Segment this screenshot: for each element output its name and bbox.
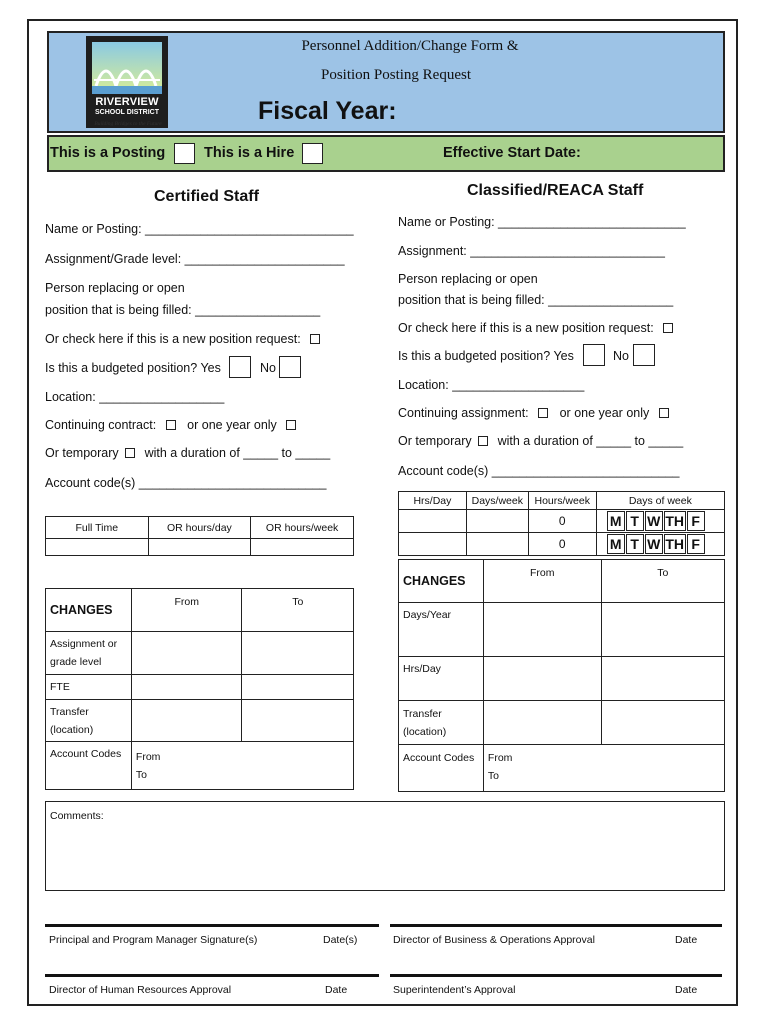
cert-continuing-checkbox[interactable] — [166, 420, 176, 430]
class-change-to-cell[interactable] — [601, 701, 725, 745]
cert-hours-header: OR hours/day — [148, 517, 251, 539]
cert-new-position-label: Or check here if this is a new position request: — [45, 332, 301, 346]
class-budgeted-no-label: No — [613, 349, 629, 363]
cert-budgeted-no-label: No — [260, 361, 276, 375]
class-change-from-cell[interactable] — [483, 701, 601, 745]
class-change-row-label: Account Codes — [399, 745, 484, 792]
class-change-from-cell[interactable] — [483, 603, 601, 657]
class-change-row-label: Days/Year — [399, 603, 484, 657]
cert-new-position-checkbox[interactable] — [310, 334, 320, 344]
class-name-posting[interactable]: Name or Posting: ___________________________ — [398, 215, 686, 229]
class-change-row-label: Transfer (location) — [399, 701, 484, 745]
bridge-icon — [92, 46, 162, 90]
day-toggle[interactable]: TH — [665, 513, 685, 529]
class-change-from-cell[interactable] — [483, 657, 601, 701]
cert-account-change-cell[interactable] — [131, 742, 353, 790]
director-hr-date-label: Date — [325, 984, 348, 996]
cert-account-to: To — [135, 769, 147, 781]
class-schedule-header: Hrs/Day — [399, 492, 467, 510]
class-account-change-cell[interactable] — [483, 745, 724, 792]
hire-label: This is a Hire — [204, 145, 295, 161]
cert-change-row-label: Assignment or grade level — [46, 632, 132, 675]
class-hrs-day-cell[interactable] — [399, 510, 467, 533]
class-temporary-checkbox[interactable] — [478, 436, 488, 446]
superintendent-label: Superintendent’s Approval — [393, 984, 516, 996]
director-hr-label: Director of Human Resources Approval — [49, 984, 232, 996]
day-toggle[interactable]: F — [687, 511, 705, 531]
day-toggle[interactable]: M — [607, 511, 625, 531]
start-date-label: Effective Start Date: — [443, 145, 581, 161]
logo-name: RIVERVIEW — [95, 96, 159, 108]
class-hrs-day-cell[interactable] — [399, 533, 467, 556]
class-replacing-line1: Person replacing or open — [398, 272, 538, 286]
day-toggle[interactable]: M — [607, 534, 625, 554]
logo-tagline: Building Bridges to the Future — [94, 121, 162, 127]
cert-location[interactable]: Location: __________________ — [45, 390, 225, 404]
director-business-date-label: Date — [675, 934, 698, 946]
cert-hours-table — [45, 516, 354, 556]
day-toggle[interactable]: TH — [665, 536, 685, 552]
cert-hours-week-cell[interactable] — [251, 539, 354, 556]
class-schedule-table — [398, 491, 725, 556]
cert-change-from-cell[interactable] — [131, 675, 242, 700]
cert-name-posting[interactable]: Name or Posting: ______________________________ — [45, 222, 354, 236]
class-budgeted-label: Is this a budgeted position? Yes — [398, 349, 574, 363]
class-temporary-label: Or temporary — [398, 434, 472, 448]
superintendent-date-label: Date — [675, 984, 698, 996]
cert-from-header: From — [131, 589, 242, 632]
class-days-week-cell[interactable] — [466, 533, 528, 556]
class-new-position-label: Or check here if this is a new position request: — [398, 321, 654, 335]
director-business-label: Director of Business & Operations Approval — [393, 934, 595, 946]
day-toggle[interactable]: F — [687, 534, 705, 554]
class-changes-table — [398, 559, 725, 792]
day-toggle[interactable]: W — [645, 511, 663, 531]
cert-hours-day-cell[interactable] — [148, 539, 251, 556]
cert-hours-header: OR hours/week — [251, 517, 354, 539]
day-toggle[interactable]: T — [626, 511, 644, 531]
cert-fulltime-cell[interactable] — [46, 539, 149, 556]
class-continuing-label: Continuing assignment: — [398, 406, 529, 420]
class-schedule-header: Days/week — [466, 492, 528, 510]
class-hours-week-cell: 0 — [528, 510, 596, 533]
class-budgeted-no-box[interactable] — [633, 344, 655, 366]
cert-temporary-checkbox[interactable] — [125, 448, 135, 458]
principal-signature-label: Principal and Program Manager Signature(s) — [49, 934, 258, 946]
class-schedule-header: Days of week — [596, 492, 724, 510]
class-continuing-checkbox[interactable] — [538, 408, 548, 418]
class-replacing-line2[interactable]: position that is being filled: __________________ — [398, 293, 674, 307]
class-account-from: From — [487, 752, 513, 764]
cert-temporary-label: Or temporary — [45, 446, 119, 460]
class-hours-week-cell: 0 — [528, 533, 596, 556]
cert-change-row-label: FTE — [46, 675, 132, 700]
class-change-to-cell[interactable] — [601, 603, 725, 657]
cert-budgeted-yes-box[interactable] — [229, 356, 251, 378]
cert-change-to-cell[interactable] — [242, 632, 354, 675]
cert-account-from: From — [135, 751, 161, 763]
signature-line — [390, 974, 722, 977]
cert-assignment[interactable]: Assignment/Grade level: _______________________ — [45, 252, 345, 266]
cert-change-row-label: Transfer (location) — [46, 700, 132, 742]
form-title-line1: Personnel Addition/Change Form & — [301, 38, 519, 54]
hire-checkbox[interactable] — [302, 143, 323, 164]
class-duration[interactable]: with a duration of _____ to _____ — [497, 434, 684, 448]
cert-to-header: To — [242, 589, 354, 632]
cert-changes-header: CHANGES — [46, 589, 132, 632]
cert-change-row-label: Account Codes — [46, 742, 132, 790]
class-one-year-checkbox[interactable] — [659, 408, 669, 418]
class-budgeted-yes-box[interactable] — [583, 344, 605, 366]
cert-account[interactable]: Account code(s) ___________________________ — [45, 476, 327, 490]
class-continuing — [398, 406, 669, 420]
cert-budgeted-label: Is this a budgeted position? Yes — [45, 361, 221, 375]
cert-budgeted-no-box[interactable] — [279, 356, 301, 378]
class-new-position-checkbox[interactable] — [663, 323, 673, 333]
class-one-year-label: or one year only — [559, 406, 650, 420]
district-logo — [86, 36, 168, 128]
class-account[interactable]: Account code(s) ___________________________ — [398, 464, 680, 478]
class-new-position — [398, 321, 673, 335]
cert-replacing-line2[interactable]: position that is being filled: __________________ — [45, 303, 321, 317]
comments-label: Comments: — [50, 810, 104, 822]
cert-one-year-label: or one year only — [187, 418, 277, 432]
class-days-cell — [596, 533, 724, 556]
signature-line — [390, 924, 722, 927]
cert-change-to-cell[interactable] — [242, 700, 354, 742]
logo-sub: SCHOOL DISTRICT — [94, 109, 160, 116]
posting-checkbox[interactable] — [174, 143, 195, 164]
principal-date-label: Date(s) — [323, 934, 358, 946]
class-location[interactable]: Location: ___________________ — [398, 378, 585, 392]
class-days-cell — [596, 510, 724, 533]
cert-temporary — [45, 446, 330, 460]
cert-change-to-cell[interactable] — [242, 675, 354, 700]
certified-title: Certified Staff — [154, 188, 259, 205]
class-to-header: To — [601, 560, 725, 603]
cert-new-position — [45, 332, 320, 346]
class-change-row-label: Hrs/Day — [399, 657, 484, 701]
class-assignment[interactable]: Assignment: ____________________________ — [398, 244, 665, 258]
classified-title: Classified/REACA Staff — [467, 182, 644, 199]
class-account-to: To — [487, 770, 500, 782]
comments-box[interactable] — [45, 801, 725, 891]
class-schedule-header: Hours/week — [528, 492, 596, 510]
class-change-to-cell[interactable] — [601, 657, 725, 701]
cert-continuing — [45, 418, 296, 432]
signature-line — [45, 974, 379, 977]
cert-hours-header: Full Time — [46, 517, 149, 539]
cert-change-from-cell[interactable] — [131, 632, 242, 675]
cert-replacing-line1: Person replacing or open — [45, 281, 185, 295]
posting-label: This is a Posting — [50, 145, 166, 161]
cert-duration[interactable]: with a duration of _____ to _____ — [144, 446, 331, 460]
day-toggle[interactable]: T — [626, 534, 644, 554]
cert-change-from-cell[interactable] — [131, 700, 242, 742]
class-temporary — [398, 434, 683, 448]
fiscal-year-label: Fiscal Year: — [258, 97, 397, 125]
signature-line — [45, 924, 379, 927]
class-from-header: From — [483, 560, 601, 603]
form-title-line2: Position Posting Request — [320, 67, 472, 83]
cert-one-year-checkbox[interactable] — [286, 420, 296, 430]
day-toggle[interactable]: W — [645, 534, 663, 554]
cert-changes-table — [45, 588, 354, 790]
cert-continuing-label: Continuing contract: — [45, 418, 157, 432]
class-days-week-cell[interactable] — [466, 510, 528, 533]
class-changes-header: CHANGES — [399, 560, 484, 603]
